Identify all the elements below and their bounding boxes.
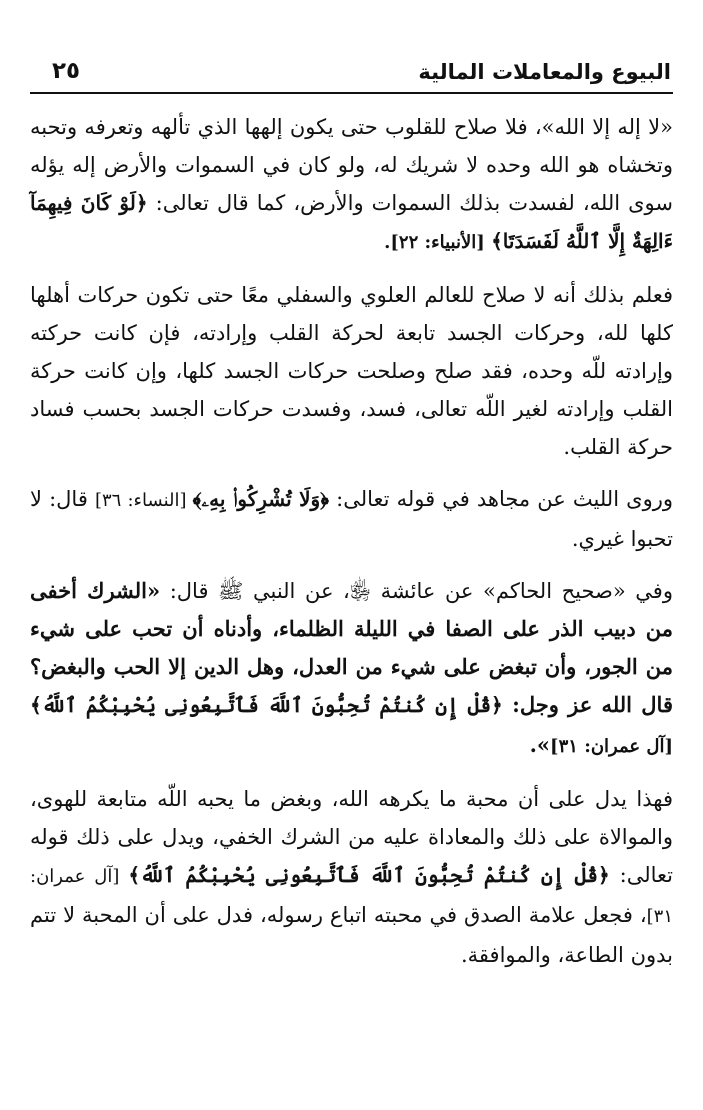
hadith-text: «الشرك أخفى من دبيب الذر على الصفا في الليلة الظلماء، وأدناه أن تحب على شيء من الجور، وأن تبغض على شيء من العدل، وهل الدين إلا الحب والبغض؟ قال الله عز وجل: — [30, 578, 673, 717]
running-title: البيوع والمعاملات المالية — [418, 60, 671, 84]
paragraph-5 — [30, 780, 673, 974]
quran-verse-imran-1: ﴿قُلْ إِن كُنتُمْ تُحِبُّونَ ٱللَّهَ فَٱتَّبِعُونِى يُحْبِبْكُمُ ٱللَّهُ﴾ — [30, 693, 503, 717]
paragraph-2 — [30, 276, 673, 466]
paragraph-3 — [30, 480, 673, 558]
paragraph-2-text: فعلم بذلك أنه لا صلاح للعالم العلوي والسفلي معًا حتى تكون حركات أهلها كلها لله، وحركات الجسد تابعة لحركة القلب وإرادته، فإن كانت حركته وإرادته للّه وحده، فقد صلح وصلحت حركات الجسد كلها، وإن كانت حركة القلب وإرادته لغير اللّه تعالى، فسد، وفسدت حركات الجسد بحسب فساد حركة القلب. — [30, 283, 673, 459]
paragraph-3-tail: قال: لا تحبوا غيري. — [30, 487, 673, 551]
paragraph-1-text: «لا إله إلا الله»، فلا صلاح للقلوب حتى يكون إلهها الذي تألهه وتعرفه وتحبه وتخشاه هو الله وحده لا شريك له، ولو كان في السموات والأرض إله يؤله سوى الله، لفسدت بذلك السموات والأرض، كما قال تعالى: — [30, 115, 673, 215]
book-page — [30, 52, 673, 988]
paragraph-3-text: وروى الليث عن مجاهد في قوله تعالى: — [329, 487, 674, 511]
paragraph-5-text: فهذا يدل على أن محبة ما يكرهه الله، وبغض ما يحبه اللّه متابعة للهوى، والموالاة على ذلك والمعاداة عليه من الشرك الخفي، ويدل على ذلك قوله تعالى: — [30, 787, 673, 887]
quran-verse-imran-2: ﴿قُلْ إِن كُنتُمْ تُحِبُّونَ ٱللَّهَ فَٱتَّبِعُونِى يُحْبِبْكُمُ ٱللَّهُ﴾ — [128, 863, 610, 887]
paragraph-1 — [30, 108, 673, 262]
paragraph-5-tail: ، فجعل علامة الصدق في محبته اتباع رسوله، فدل على أن المحبة لا تتم بدون الطاعة، والموافقة. — [30, 903, 673, 967]
hadith-end: ». — [529, 732, 551, 757]
page-header — [30, 52, 673, 94]
verse-reference-imran-1: [آل عمران: ٣١] — [550, 736, 673, 757]
quran-verse-anbiya: ﴿لَوْ كَانَ فِيهِمَآ ءَالِهَةٌ إِلَّا ٱللَّهُ لَفَسَدَتَا﴾ — [30, 191, 673, 253]
paragraph-4-text: وفي «صحيح الحاكم» عن عائشة ﵂، عن النبي ﷺ قال: — [160, 579, 673, 603]
verse-reference-imran-2: [آل عمران: ٣١] — [30, 866, 673, 927]
paragraph-4 — [30, 572, 673, 766]
verse-reference-anbiya: [الأنبياء: ٢٢]. — [384, 232, 492, 253]
page-number: ٢٥ — [52, 58, 81, 84]
verse-reference-nisa: [النساء: ٣٦] — [94, 490, 193, 511]
page-body — [30, 108, 673, 974]
quran-verse-nisa: ﴿وَلَا تُشْرِكُوا۟ بِهِۦ﴾ — [192, 487, 330, 511]
